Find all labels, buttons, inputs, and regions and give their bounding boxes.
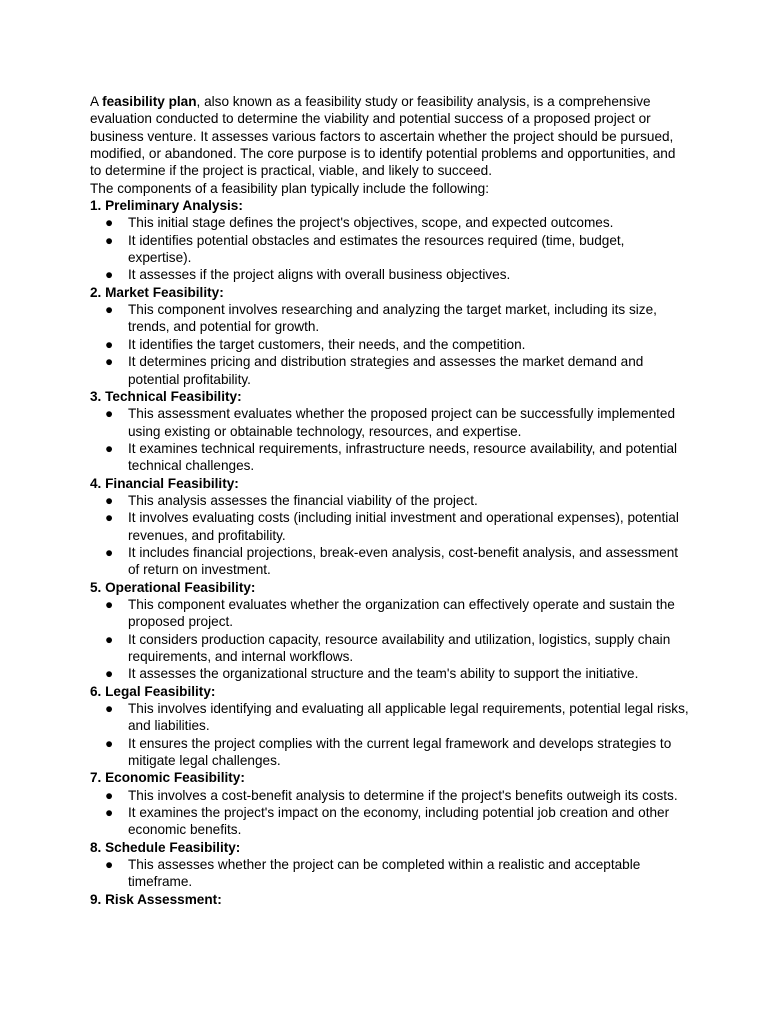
bullet-icon: ● [105, 492, 114, 508]
list-item [90, 405, 690, 440]
list-item [90, 631, 690, 666]
bullet-icon: ● [105, 666, 114, 682]
list-item [90, 509, 690, 544]
list-item [90, 700, 690, 735]
list-item [90, 787, 690, 804]
bullet-icon: ● [105, 354, 114, 370]
list-item-text: This assesses whether the project can be completed within a realistic and acceptable timeframe. [128, 857, 641, 890]
section-heading: 1. Preliminary Analysis: [90, 198, 243, 214]
list-item-text: This assessment evaluates whether the proposed project can be successfully implemented using existing or obtainable technology, resources, and expertise. [128, 406, 676, 439]
bullet-icon: ● [105, 440, 114, 456]
list-item-text: It includes financial projections, break-even analysis, cost-benefit analysis, and assessment of return on investment. [128, 544, 679, 578]
list-item-text: It assesses if the project aligns with overall business objectives. [128, 267, 511, 283]
bullet-list [90, 700, 690, 769]
list-item-text: This involves a cost-benefit analysis to determine if the project's benefits outweigh its costs. [128, 787, 678, 803]
list-item [90, 353, 690, 388]
document-page [90, 93, 690, 908]
list-item-text: This component involves researching and analyzing the target market, including its size, trends, and potential for growth. [128, 302, 657, 335]
section-heading: 4. Financial Feasibility: [90, 475, 239, 491]
bullet-list [90, 301, 690, 388]
list-item [90, 232, 690, 267]
bullet-list [90, 405, 690, 474]
list-item [90, 856, 690, 891]
list-item [90, 440, 690, 475]
bullet-icon: ● [105, 544, 114, 560]
list-item [90, 492, 690, 509]
list-item [90, 596, 690, 631]
bullet-icon: ● [105, 735, 114, 751]
list-item [90, 544, 690, 579]
list-item [90, 336, 690, 353]
bullet-list [90, 214, 690, 283]
list-item [90, 735, 690, 770]
bullet-icon: ● [105, 302, 114, 318]
section-heading: 8. Schedule Feasibility: [90, 839, 241, 855]
list-item [90, 665, 690, 682]
list-item-text: It assesses the organizational structure and the team's ability to support the initiative. [128, 666, 639, 682]
bullet-list [90, 787, 690, 839]
section-heading: 6. Legal Feasibility: [90, 683, 216, 699]
list-item-text: It ensures the project complies with the current legal framework and develops strategies to mitigate legal challenges. [128, 735, 672, 769]
list-item-text: It examines the project's impact on the economy, including potential job creation and other economic benefits. [128, 805, 670, 838]
intro-paragraph [90, 93, 690, 180]
intro-term: feasibility plan [102, 94, 197, 109]
bullet-icon: ● [105, 701, 114, 717]
list-item-text: This component evaluates whether the organization can effectively operate and sustain the proposed project. [128, 596, 675, 630]
bullet-icon: ● [105, 805, 114, 821]
bullet-list [90, 856, 690, 891]
bullet-icon: ● [105, 406, 114, 422]
list-item [90, 804, 690, 839]
list-item-text: This involves identifying and evaluating all applicable legal requirements, potential legal risks, and liabilities. [128, 701, 689, 734]
list-item [90, 266, 690, 283]
list-item-text: It considers production capacity, resource availability and utilization, logistics, supply chain requirements, and internal workflows. [128, 631, 671, 664]
bullet-icon: ● [105, 787, 114, 803]
bullet-icon: ● [105, 336, 114, 352]
list-item-text: It examines technical requirements, infrastructure needs, resource availability, and potential technical challenges. [128, 440, 678, 474]
list-item-text: This initial stage defines the project's objectives, scope, and expected outcomes. [128, 215, 614, 231]
components-intro: The components of a feasibility plan typically include the following: [90, 180, 489, 196]
list-item [90, 301, 690, 336]
bullet-icon: ● [105, 596, 114, 612]
section-heading: 3. Technical Feasibility: [90, 388, 242, 404]
bullet-icon: ● [105, 267, 114, 283]
list-item [90, 214, 690, 231]
bullet-icon: ● [105, 857, 114, 873]
section-heading: 7. Economic Feasibility: [90, 770, 245, 786]
bullet-list [90, 596, 690, 683]
sections-list [90, 197, 690, 908]
list-item-text: It determines pricing and distribution strategies and assesses the market demand and potential profitability. [128, 354, 644, 387]
list-item-text: It identifies potential obstacles and estimates the resources required (time, budget, expertise). [128, 232, 625, 266]
list-item-text: It identifies the target customers, their needs, and the competition. [128, 336, 526, 352]
intro-rest: , also known as a feasibility study or feasibility analysis, is a comprehensive evaluation conducted to determine the viability and potential success of a proposed project or business venture. It assesses various factors to ascertain whether the project should be pursued, modified, or abandoned. The core purpose is to identify potential problems and opportunities, and to determine if the project is practical, viable, and likely to succeed. [90, 94, 676, 179]
bullet-icon: ● [105, 215, 114, 231]
bullet-icon: ● [105, 631, 114, 647]
section-heading: 5. Operational Feasibility: [90, 579, 256, 595]
bullet-list [90, 492, 690, 579]
section-heading: 9. Risk Assessment: [90, 891, 222, 907]
list-item-text: It involves evaluating costs (including initial investment and operational expenses), potential revenues, and profitability. [128, 510, 679, 543]
bullet-icon: ● [105, 510, 114, 526]
section-heading: 2. Market Feasibility: [90, 284, 224, 300]
intro-prefix: A [90, 94, 103, 109]
bullet-icon: ● [105, 232, 114, 248]
list-item-text: This analysis assesses the financial viability of the project. [128, 492, 478, 508]
